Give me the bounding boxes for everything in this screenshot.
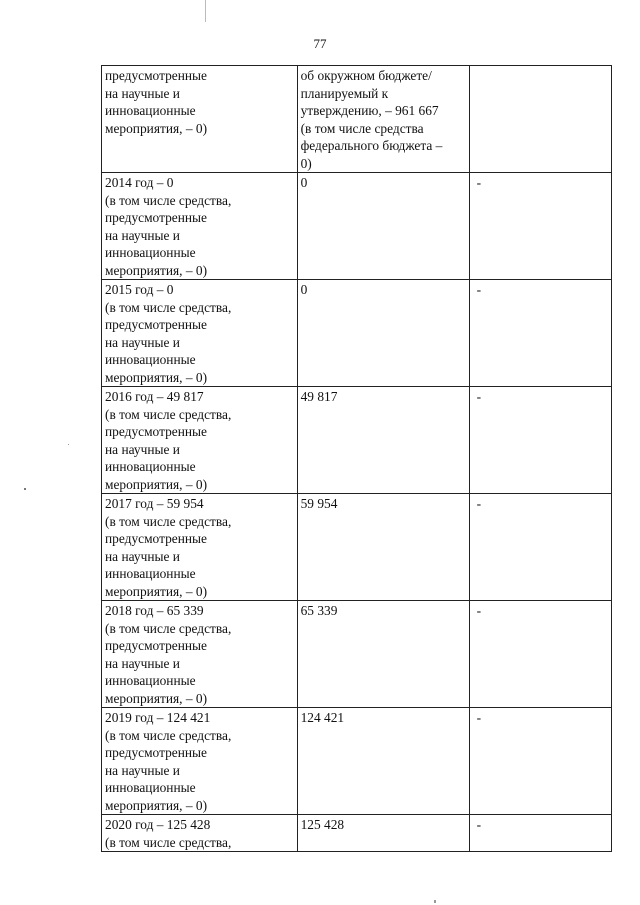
cell-text: -	[476, 710, 482, 725]
scan-artifact	[68, 444, 69, 445]
amount-cell	[297, 708, 469, 815]
funding-description-cell	[102, 173, 298, 280]
note-cell	[469, 601, 611, 708]
amount-cell	[297, 387, 469, 494]
cell-text: 125 428	[300, 817, 345, 832]
scan-artifact	[24, 488, 26, 490]
funding-description-cell	[102, 66, 298, 173]
funding-description-cell	[102, 280, 298, 387]
note-cell	[469, 494, 611, 601]
cell-text: 2014 год – 0 (в том числе средства, предусмотренные на научные и инновационные мероприятия, – 0)	[105, 175, 232, 278]
table-row	[102, 494, 612, 601]
scan-artifact	[205, 0, 206, 22]
amount-cell	[297, 494, 469, 601]
cell-text: 49 817	[300, 389, 338, 404]
cell-text: 2018 год – 65 339 (в том числе средства, предусмотренные на научные и инновационные мероприятия, – 0)	[105, 603, 232, 706]
cell-text: 2017 год – 59 954 (в том числе средства, предусмотренные на научные и инновационные мероприятия, – 0)	[105, 496, 232, 599]
amount-cell	[297, 815, 469, 852]
funding-description-cell	[102, 815, 298, 852]
table-row	[102, 601, 612, 708]
scan-artifact	[434, 900, 436, 903]
note-cell	[469, 173, 611, 280]
funding-description-cell	[102, 387, 298, 494]
cell-text: 65 339	[300, 603, 338, 618]
cell-text: 0	[300, 175, 308, 190]
cell-text: 2015 год – 0 (в том числе средства, предусмотренные на научные и инновационные мероприятия, – 0)	[105, 282, 232, 385]
cell-text: 2019 год – 124 421 (в том числе средства, предусмотренные на научные и инновационные мероприятия, – 0)	[105, 710, 232, 813]
note-cell	[469, 387, 611, 494]
table-row	[102, 708, 612, 815]
page-number: 77	[313, 36, 327, 51]
amount-cell	[297, 280, 469, 387]
note-cell	[469, 708, 611, 815]
funding-description-cell	[102, 601, 298, 708]
cell-text: об окружном бюджете/ планируемый к утверждению, – 961 667 (в том числе средства федерального бюджета – 0)	[300, 68, 443, 171]
funding-description-cell	[102, 708, 298, 815]
note-cell	[469, 815, 611, 852]
cell-text: -	[476, 496, 482, 511]
cell-text: 0	[300, 282, 308, 297]
cell-text: предусмотренные на научные и инновационные мероприятия, – 0)	[105, 68, 208, 136]
amount-cell	[297, 173, 469, 280]
amount-cell	[297, 601, 469, 708]
cell-text: -	[476, 603, 482, 618]
cell-text: -	[476, 389, 482, 404]
table-row	[102, 815, 612, 852]
amount-cell	[297, 66, 469, 173]
cell-text: -	[476, 175, 482, 190]
cell-text: 2016 год – 49 817 (в том числе средства, предусмотренные на научные и инновационные мероприятия, – 0)	[105, 389, 232, 492]
note-cell	[469, 66, 611, 173]
table-row	[102, 387, 612, 494]
table-row	[102, 66, 612, 173]
cell-text: 2020 год – 125 428 (в том числе средства,	[105, 817, 232, 850]
table-row	[102, 173, 612, 280]
cell-text: -	[476, 817, 482, 832]
cell-text: 59 954	[300, 496, 338, 511]
cell-text: -	[476, 282, 482, 297]
note-cell	[469, 280, 611, 387]
funding-description-cell	[102, 494, 298, 601]
budget-table	[101, 65, 612, 852]
table-row	[102, 280, 612, 387]
cell-text: 124 421	[300, 710, 345, 725]
